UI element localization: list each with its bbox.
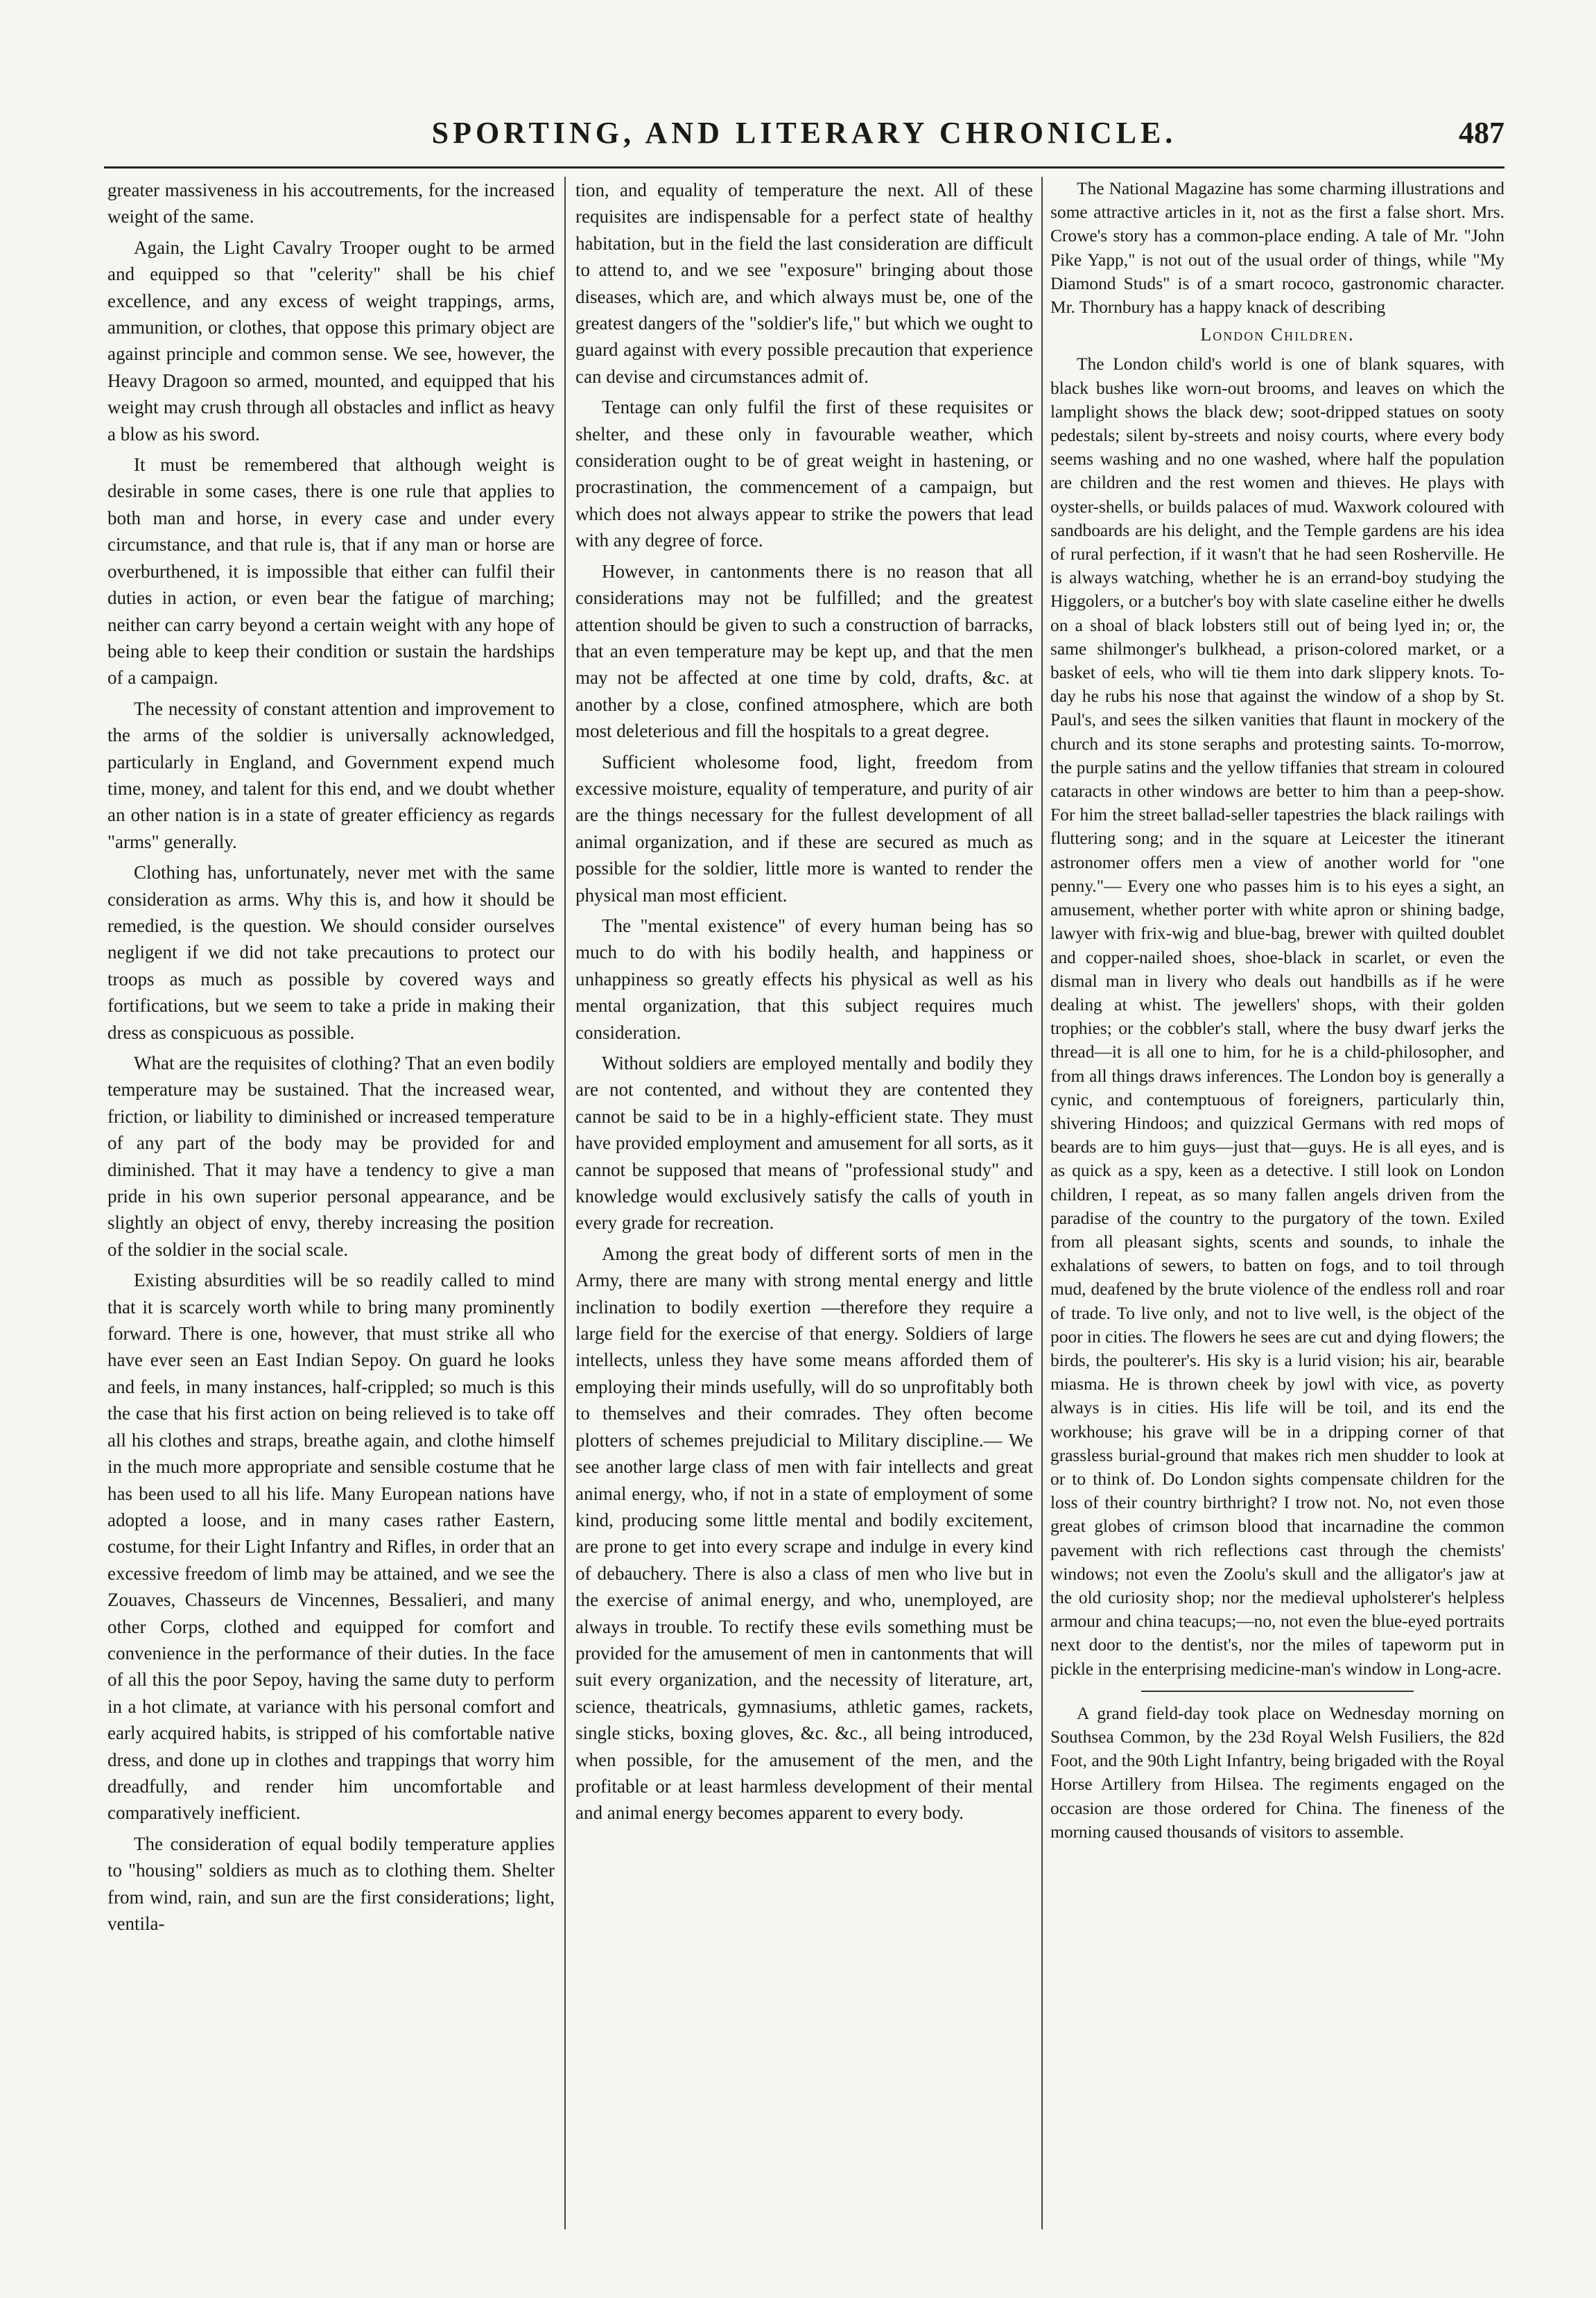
paragraph: The "mental existence" of every human being has so much to do with his bodily health, and happiness or unhappiness so greatly effects his physical as well as his mental organization, that this subject requires much consideration. bbox=[575, 915, 1033, 1043]
paragraph: greater massiveness in his accoutrements, for the increased weight of the same. bbox=[107, 180, 555, 227]
magazine-review-intro: The National Magazine has some charming illustrations and some attractive articles in it, not as the first a false short. Mrs. Crowe's story has a common-place ending. A tale of Mr. "John Pike Yapp," is not out of the usual order of things, while "My Diamond Studs" is of a smart rococo, gastronomic character. Mr. Thornbury has a happy knack of describing bbox=[1050, 179, 1504, 318]
news-paragraph: A grand field-day took place on Wednesday morning on Southsea Common, by the 23d Royal Welsh Fusiliers, the 82d Foot, and the 90th Light Infantry, being brigaded with the Royal Horse Artillery from Hilsea. The regiments engaged on the occasion are those ordered for China. The fineness of the morning caused thousands of visitors to assemble. bbox=[1050, 1703, 1504, 1842]
paragraph: The London child's world is one of blank squares, with black bushes like worn-out brooms, and leaves on which the lamplight shows the black dew; soot-dripped statues on sooty pedestals; silent by-streets and noisy courts, where every body seems washing and no one washed, where half the population are children and the rest women and thieves. He plays with oyster-shells, or builds palaces of mud. Waxwork coloured with sandboards are his delight, and the Temple gardens are his idea of rural perfection, if it wasn't that he had seen Rosherville. He is always watching, whether he is an errand-boy studying the Higgolers, or a butcher's boy with slate caseline either he dwells on a shoal of black lobsters still out of being lyed in; or, the same shilmonger's bulkhead, a prison-colored market, or a basket of eels, who will tie them into dark slippery knots. To-day he rubs his nose that against the window of a shop by St. Paul's, and sees the silken vanities that flaunt in mockery of the church and its stone seraphs and protesting saints. To-morrow, the purple satins and the yellow tiffanies that stream in coloured cataracts in other windows are better to him than a peep-show. For him the street ballad-seller tapestries the black railings with fluttering song; and in the square at Leicester the itinerant astronomer offers men a view of another world for "one penny."— Every one who passes him is to his eyes a sight, an amusement, whether porter with white apron or shining badge, lawyer with frix-wig and blue-bag, brewer with quilted doublet and copper-nailed shoes, shoe-black in scarlet, or even the dismal man in livery who deals out handbills as if he were dealing at whist. The jewellers' shops, with their golden trophies; or the cobbler's stall, where the busy dwarf jerks the thread—it is all one to him, for he is a child-philosopher, and from all things draws inferences. The London boy is generally a cynic, and contemptuous of foreigners, particularly thin, shivering Hindoos; and quizzical Germans with red mops of beards are to him guys—just that—guys. He is all eyes, and is as quick as a spy, keen as a detective. I still look on London children, I repeat, as so many fallen angels driven from the paradise of the country to the purgatory of the town. Exiled from all pleasant sights, scents and sounds, to inhale the exhalations of sewers, to batten on fogs, and to toil through mud, deafened by the brute violence of the endless roll and roar of trade. To live only, and not to live well, is the object of the poor in cities. The flowers he sees are cut and dying flowers; the birds, the poulterer's. His sky is a lurid vision; his air, bearable miasma. He is thrown cheek by jowl with vice, as poverty always is in cities. His life will be toil, and its end the workhouse; his grave will be in a dripping corner of that grassless burial-ground that makes rich men shudder to look at or to think of. Do London sights compensate children for the loss of their country birthright? I trow not. No, not even those great globes of crimson blood that incarnadine the common pavement with rich reflections cast through the chemists' windows; not even the Zoolu's skull and the alligator's jaw at the old curiosity shop; nor the medieval upholsterer's helpless armour and china teacups;—no, not even the blue-eyed portraits next door to the dentist's, nor the miles of tapeworm put in pickle in the enterprising medicine-man's window in Long-acre. bbox=[1050, 354, 1504, 1679]
section-divider bbox=[1141, 1691, 1414, 1692]
column-left bbox=[107, 177, 555, 2250]
paragraph: It must be remembered that although weight is desirable in some cases, there is one rule that applies to both man and horse, in every case and under every circumstance, and that rule is, that if any man or horse are overburthened, it is impossible that either can fulfil their duties in action, or even bear the fatigue of marching; neither can carry beyond a certain weight with any hope of being able to keep their condition or sustain the hardships of a campaign. bbox=[107, 454, 555, 689]
paragraph: Tentage can only fulfil the first of these requisites or shelter, and these only in favourable weather, which consideration ought to be of great weight in hastening, or procrastination, the commencement of a campaign, but which does not always appear to strike the powers that lead with any degree of force. bbox=[575, 397, 1033, 551]
paragraph: However, in cantonments there is no reason that all considerations may not be fulfilled; and the greatest attention should be given to such a construction of barracks, that an even temperature may be kept up, and that the men may not be affected at one time by cold, drafts, &c. at another by a close, confined atmosphere, which are both most deleterious and fill the hospitals to a great degree. bbox=[575, 560, 1033, 742]
paragraph: The consideration of equal bodily temperature applies to "housing" soldiers as much as to clothing them. Shelter from wind, rain, and sun are the first considerations; light, ventila- bbox=[107, 1833, 555, 1934]
header-rule bbox=[104, 166, 1504, 169]
paragraph: The necessity of constant attention and improvement to the arms of the soldier is universally acknowledged, particularly in England, and Government expend much time, money, and talent for this end, and we doubt whether an other nation is in a state of greater efficiency as regards "arms" generally. bbox=[107, 698, 555, 852]
paragraph: Sufficient wholesome food, light, freedom from excessive moisture, equality of temperature, and purity of air are the things necessary for the fullest development of all animal organization, and if these are secured as much as possible for the soldier, little more is wanted to render the physical man most efficient. bbox=[575, 751, 1033, 906]
section-subhead: London Children. bbox=[1200, 325, 1355, 345]
paragraph: Again, the Light Cavalry Trooper ought to be armed and equipped so that "celerity" shall be his chief excellence, and any excess of weight trappings, arms, ammunition, or clothes, that oppose this primary object are against principle and common sense. We see, however, the Heavy Dragoon so armed, mounted, and equipped that his weight may crush through all obstacles and inflict as heavy a blow as his sword. bbox=[107, 236, 555, 444]
paragraph: Among the great body of different sorts of men in the Army, there are many with strong mental energy and little inclination to bodily exertion —therefore they require a large field for the exercise of that energy. Soldiers of large intellects, unless they have some means afforded them of employing their minds usefully, will do so unprofitably both to themselves and their comrades. They often become plotters of schemes prejudicial to Military discipline.— We see another large class of men with fair intellects and great animal energy, who, if not in a state of employment of some kind, producing some little mental and bodily excitement, are prone to get into every scrape and indulge in every kind of debauchery. There is also a class of men who live but in the exercise of animal energy, and who, unemployed, are always in trouble. To rectify these evils something must be provided for the amusement of men in cantonments that will suit every organization, and the necessity of literature, art, science, theatricals, gymnasiums, athletic games, rackets, single sticks, boxing gloves, &c. &c., all being introduced, when possible, for the amusement of the men, and the profitable or at least harmless development of their mental and animal energy becomes apparent to every body. bbox=[575, 1243, 1033, 1824]
paragraph: Clothing has, unfortunately, never met with the same consideration as arms. Why this is, and how it should be remedied, is the question. We should consider ourselves negligent if we did not take precautions to protect our troops as much as possible by covered ways and fortifications, but we seem to take a pride in making their dress as conspicuous as possible. bbox=[107, 862, 555, 1043]
column-middle bbox=[575, 177, 1033, 2250]
column-right bbox=[1050, 177, 1504, 2250]
page-header bbox=[104, 111, 1504, 159]
column-rule-2 bbox=[1041, 177, 1043, 2229]
paragraph: Existing absurdities will be so readily called to mind that it is scarcely worth while to bring many prominently forward. There is one, however, that must strike all who have ever seen an East Indian Sepoy. On guard he looks and feels, in many instances, half-crippled; so much is this the case that his first action on being relieved is to take off all his clothes and straps, breathe again, and clothe himself in the much more appropriate and sensible costume that he has been used to all his life. Many European nations have adopted a loose, and in many cases rather Eastern, costume, for their Light Infantry and Rifles, in order that an excessive freedom of limb may be attained, and we see the Zouaves, Chasseurs de Vincennes, Bessalieri, and many other Corps, clothed and equipped for comfort and convenience in the performance of their duties. In the face of all this the poor Sepoy, having the same duty to perform in a hot climate, at variance with his personal comfort and early acquired habits, is stripped of his comfortable native dress, and done up in clothes and trappings that worry him dreadfully, and render him uncomfortable and comparatively inefficient. bbox=[107, 1270, 555, 1824]
running-title: SPORTING, AND LITERARY CHRONICLE. bbox=[431, 116, 1177, 150]
page-number: 487 bbox=[1459, 116, 1504, 150]
paragraph: What are the requisites of clothing? That an even bodily temperature may be sustained. That the increased wear, friction, or liability to diminished or increased temperature of any part of the body may be provided for and diminished. That it may have a tendency to give a man pride in his own superior personal appearance, and be slightly an object of envy, thereby increasing the position of the soldier in the social scale. bbox=[107, 1053, 555, 1260]
column-rule-1 bbox=[564, 177, 566, 2229]
paragraph: tion, and equality of temperature the next. All of these requisites are indispensable for a perfect state of healthy habitation, but in the field the last consideration are difficult to attend to, and we see "exposure" bringing about those diseases, which are, and which always must be, one of the greatest dangers of the "soldier's life," but which we ought to guard against with every possible precaution that experience can devise and circumstances admit of. bbox=[575, 180, 1033, 387]
paragraph: Without soldiers are employed mentally and bodily they are not contented, and without they are contented they cannot be said to be in a highly-efficient state. They must have provided employment and amusement for all sorts, as it cannot be supposed that means of "professional study" and knowledge would exclusively satisfy the calls of youth in every grade for recreation. bbox=[575, 1053, 1033, 1234]
